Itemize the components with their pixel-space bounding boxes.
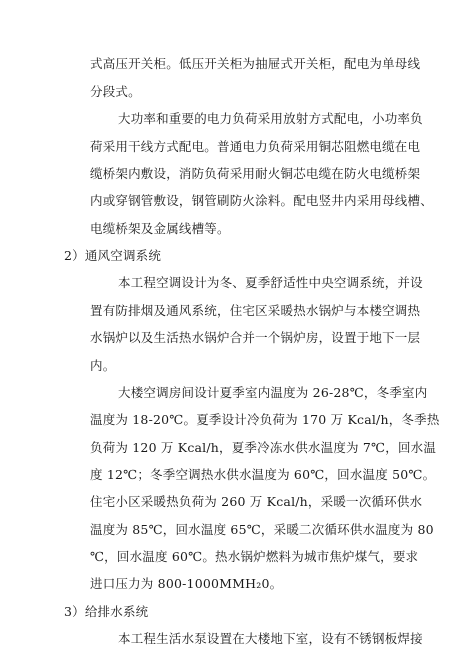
text-line: 度 12℃；冬季空调热水供水温度为 60℃，回水温度 50℃。 bbox=[90, 467, 436, 482]
text-line: 式高压开关柜。低压开关柜为抽屉式开关柜，配电为单母线 bbox=[90, 56, 421, 71]
text-line: 本工程空调设计为冬、夏季舒适性中央空调系统，并设 bbox=[118, 275, 423, 290]
text-line: 内或穿钢管敷设，钢管刷防火涂料。配电竖井内采用母线槽、 bbox=[90, 193, 433, 208]
text-line: 内。 bbox=[90, 358, 116, 373]
text-line: ℃，回水温度 60℃。热水锅炉燃料为城市焦炉煤气，要求 bbox=[90, 549, 419, 564]
text-line: 水锅炉以及生活热水锅炉合并一个锅炉房，设置于地下一层 bbox=[90, 330, 421, 345]
text-line: 分段式。 bbox=[90, 84, 141, 99]
text-line: 住宅小区采暖热负荷为 260 万 Kcal/h，采暖一次循环供水 bbox=[90, 494, 423, 509]
text-line: 本工程生活水泵设置在大楼地下室，设有不锈钢板焊接 bbox=[118, 631, 423, 646]
text-line: 电缆桥架及金属线槽等。 bbox=[90, 221, 230, 236]
text-line: 温度为 18-20℃。夏季设计冷负荷为 170 万 Kcal/h，冬季热 bbox=[90, 412, 440, 427]
text-line: 温度为 85℃，回水温度 65℃，采暖二次循环供水温度为 80 bbox=[90, 522, 434, 537]
text-line: 进口压力为 800-1000MMH₂0。 bbox=[90, 576, 283, 591]
section-heading: 3）给排水系统 bbox=[64, 604, 149, 619]
text-line: 置有防排烟及通风系统，住宅区采暖热水锅炉与本楼空调热 bbox=[90, 303, 421, 318]
text-line: 荷采用干线方式配电。普通电力负荷采用铜芯阻燃电缆在电 bbox=[90, 139, 421, 154]
text-line: 大楼空调房间设计夏季室内温度为 26-28℃，冬季室内 bbox=[118, 385, 428, 400]
text-line: 缆桥架内敷设，消防负荷采用耐火铜芯电缆在防火电缆桥架 bbox=[90, 166, 421, 181]
text-line: 负荷为 120 万 Kcal/h，夏季冷冻水供水温度为 7℃，回水温 bbox=[90, 440, 437, 455]
text-line: 大功率和重要的电力负荷采用放射方式配电，小功率负 bbox=[118, 111, 423, 126]
section-heading: 2）通风空调系统 bbox=[64, 248, 162, 263]
